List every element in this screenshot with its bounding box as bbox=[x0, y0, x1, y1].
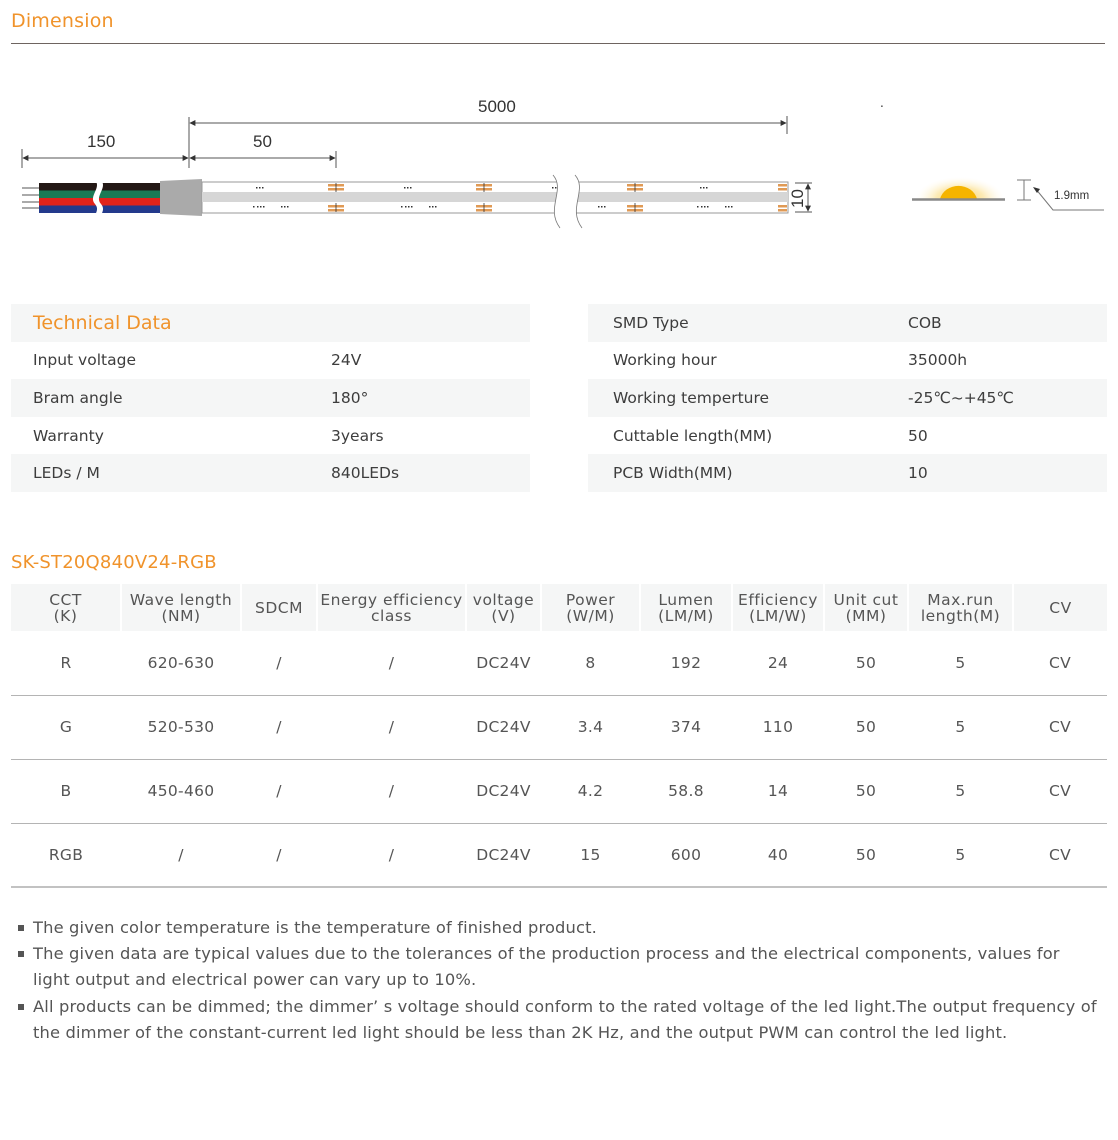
cell-efficiency: 14 bbox=[732, 759, 824, 823]
cell-wave-length: / bbox=[121, 823, 241, 887]
cell-cct: RGB bbox=[11, 823, 121, 887]
stray-dot: . bbox=[880, 96, 884, 110]
tech-value: 24V bbox=[331, 351, 362, 370]
tech-row bbox=[588, 417, 1107, 455]
cell-power: 3.4 bbox=[541, 695, 640, 759]
tech-value: 10 bbox=[908, 464, 928, 483]
note-item: The given color temperature is the temperature of finished product. bbox=[18, 915, 1098, 941]
cell-max-run: 5 bbox=[908, 823, 1013, 887]
cell-voltage: DC24V bbox=[466, 759, 541, 823]
tech-label: PCB Width(MM) bbox=[613, 464, 733, 483]
dim-label-cable: 150 bbox=[87, 132, 116, 151]
header-max-run: Max.run length(M) bbox=[908, 584, 1013, 631]
cell-lumen: 58.8 bbox=[640, 759, 732, 823]
tech-value: -25℃~+45℃ bbox=[908, 388, 1014, 407]
dim-line-5000 bbox=[190, 116, 787, 134]
cell-unit-cut: 50 bbox=[824, 823, 908, 887]
header-wave-length: Wave length (NM) bbox=[121, 584, 241, 631]
cell-cv: CV bbox=[1013, 695, 1107, 759]
cell-cv: CV bbox=[1013, 823, 1107, 887]
cell-efficiency: 40 bbox=[732, 823, 824, 887]
cell-wave-length: 620-630 bbox=[121, 631, 241, 695]
cell-lumen: 600 bbox=[640, 823, 732, 887]
technical-data-title: Technical Data bbox=[33, 311, 172, 334]
cell-cv: CV bbox=[1013, 759, 1107, 823]
tech-value: 180° bbox=[331, 388, 369, 407]
header-power: Power (W/M) bbox=[541, 584, 640, 631]
dim-label-width: 10 bbox=[788, 189, 807, 208]
cell-cct: G bbox=[11, 695, 121, 759]
tech-value: 35000h bbox=[908, 351, 968, 370]
bullet-icon bbox=[18, 925, 24, 931]
tech-label: Input voltage bbox=[33, 351, 136, 370]
tech-row bbox=[588, 454, 1107, 492]
cell-sdcm: / bbox=[241, 823, 317, 887]
cell-unit-cut: 50 bbox=[824, 759, 908, 823]
note-item: All products can be dimmed; the dimmer’ s voltage should conform to the rated voltage of the led light.The output frequency of the dimmer of the constant-current led light should be less than 2K Hz, and the output PWM can control the led light. bbox=[18, 994, 1098, 1046]
cell-power: 15 bbox=[541, 823, 640, 887]
bullet-icon bbox=[18, 951, 24, 957]
technical-data-right bbox=[588, 304, 1107, 492]
cell-voltage: DC24V bbox=[466, 823, 541, 887]
dim-label-cut-unit: 50 bbox=[253, 132, 272, 151]
tech-label: Working temperture bbox=[613, 388, 770, 407]
header-sdcm: SDCM bbox=[241, 584, 317, 631]
tech-row bbox=[588, 379, 1107, 417]
tech-value: 840LEDs bbox=[331, 464, 400, 483]
tech-label: Cuttable length(MM) bbox=[613, 426, 773, 445]
dim-line-50 bbox=[190, 151, 336, 168]
cell-lumen: 192 bbox=[640, 631, 732, 695]
cell-unit-cut: 50 bbox=[824, 631, 908, 695]
tech-row bbox=[588, 342, 1107, 380]
header-efficiency: Efficiency (LM/W) bbox=[732, 584, 824, 631]
table-row bbox=[11, 631, 1107, 695]
tech-label: Working hour bbox=[613, 351, 717, 370]
cell-energy-class: / bbox=[317, 695, 466, 759]
header-unit-cut: Unit cut (MM) bbox=[824, 584, 908, 631]
led-strip bbox=[202, 182, 788, 213]
header-cct: CCT (K) bbox=[11, 584, 121, 631]
dim-label-height: 1.9mm bbox=[1054, 190, 1090, 202]
tech-row bbox=[11, 379, 530, 417]
cell-cv: CV bbox=[1013, 631, 1107, 695]
spec-table bbox=[11, 584, 1107, 888]
cell-cct: B bbox=[11, 759, 121, 823]
cell-efficiency: 110 bbox=[732, 695, 824, 759]
cell-voltage: DC24V bbox=[466, 631, 541, 695]
end-cap bbox=[160, 179, 202, 216]
cell-power: 4.2 bbox=[541, 759, 640, 823]
table-row bbox=[11, 695, 1107, 759]
cell-max-run: 5 bbox=[908, 759, 1013, 823]
cell-energy-class: / bbox=[317, 759, 466, 823]
cell-lumen: 374 bbox=[640, 695, 732, 759]
table-row bbox=[11, 759, 1107, 823]
spec-header-row bbox=[11, 584, 1107, 631]
tech-label: SMD Type bbox=[613, 313, 689, 332]
header-energy-class: Energy efficiency class bbox=[317, 584, 466, 631]
tech-label: Bram angle bbox=[33, 388, 123, 407]
note-item: The given data are typical values due to the tolerances of the production process and the electrical components, values for light output and electrical power can vary up to 10%. bbox=[18, 941, 1098, 993]
header-lumen: Lumen (LM/M) bbox=[640, 584, 732, 631]
tech-row bbox=[11, 342, 530, 380]
tech-value: COB bbox=[908, 313, 942, 332]
model-title: SK-ST20Q840V24-RGB bbox=[11, 552, 217, 573]
tech-value: 3years bbox=[331, 426, 384, 445]
technical-data-left bbox=[11, 304, 530, 492]
table-row bbox=[11, 823, 1107, 887]
strip-dimension-diagram bbox=[0, 0, 1118, 260]
wire-pins bbox=[22, 188, 40, 208]
technical-data-header bbox=[11, 304, 530, 342]
tech-row bbox=[588, 304, 1107, 342]
tech-row bbox=[11, 417, 530, 455]
cell-sdcm: / bbox=[241, 695, 317, 759]
cell-sdcm: / bbox=[241, 631, 317, 695]
dim-label-total: 5000 bbox=[478, 97, 516, 116]
cell-max-run: 5 bbox=[908, 631, 1013, 695]
notes-list bbox=[18, 915, 1098, 1046]
tech-label: Warranty bbox=[33, 426, 104, 445]
cell-voltage: DC24V bbox=[466, 695, 541, 759]
tech-value: 50 bbox=[908, 426, 928, 445]
led-cross-section bbox=[912, 155, 1005, 200]
cell-wave-length: 450-460 bbox=[121, 759, 241, 823]
dimension-title: Dimension bbox=[11, 10, 114, 32]
tech-row bbox=[11, 454, 530, 492]
tech-label: LEDs / M bbox=[33, 464, 100, 483]
cell-unit-cut: 50 bbox=[824, 695, 908, 759]
cell-power: 8 bbox=[541, 631, 640, 695]
header-cv: CV bbox=[1013, 584, 1107, 631]
cell-energy-class: / bbox=[317, 631, 466, 695]
cell-efficiency: 24 bbox=[732, 631, 824, 695]
bullet-icon bbox=[18, 1004, 24, 1010]
cell-energy-class: / bbox=[317, 823, 466, 887]
cell-cct: R bbox=[11, 631, 121, 695]
cell-wave-length: 520-530 bbox=[121, 695, 241, 759]
header-voltage: voltage (V) bbox=[466, 584, 541, 631]
cell-sdcm: / bbox=[241, 759, 317, 823]
cell-max-run: 5 bbox=[908, 695, 1013, 759]
